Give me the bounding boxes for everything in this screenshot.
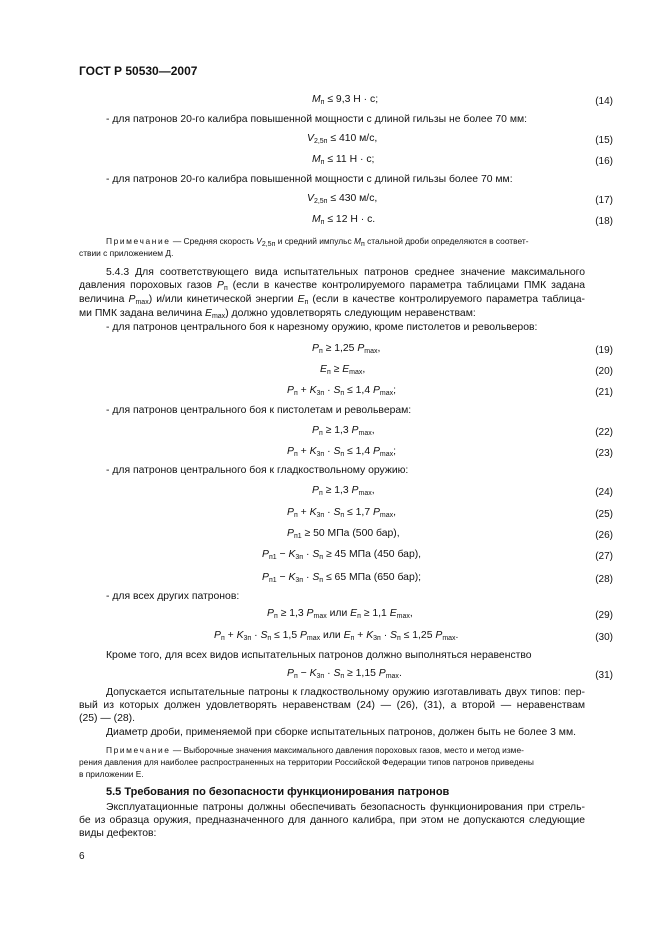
equation-number: (18): [595, 216, 613, 227]
equation-number: (25): [595, 509, 613, 520]
equation-22: $P_п \ge 1,3$ $P_{max}$,: [312, 425, 375, 437]
equation-number: (30): [595, 632, 613, 643]
equation-15: $V_{2,5п} \le 410$ м/с,: [307, 133, 378, 145]
equation-number: (19): [595, 345, 613, 356]
document-header: ГОСТ Р 50530—2007: [79, 64, 198, 78]
equation-number: (28): [595, 574, 613, 585]
list-item: - для всех других патронов:: [106, 591, 240, 602]
note-line: в приложении Е.: [79, 769, 144, 779]
equation-number: (14): [595, 96, 613, 107]
equation-25: $P_п + K_{3п} \cdot S_п \le 1,7$ $P_{max}$,: [287, 507, 397, 519]
equation-number: (23): [595, 448, 613, 459]
paragraph-line: бе из образца оружия, предназначенного для данного калибра, при этом не допускаются следующие: [79, 815, 585, 826]
list-item: - для патронов центрального боя к гладкоствольному оружию:: [106, 465, 409, 476]
equation-31: $P_п - K_{3п} \cdot S_п \ge 1,15$ $P_{max}$.: [287, 668, 402, 680]
paragraph-line: вый из которых должен удовлетворять неравенствам (24) — (26), (31), а второй — неравенствам: [79, 700, 585, 711]
equation-26: $P_{п1} \ge 50$ МПа (500 бар),: [287, 528, 400, 540]
paragraph-line: Эксплуатационные патроны должны обеспечивать безопасность функционирования при стрель-: [106, 802, 585, 813]
list-item: - для патронов центрального боя к пистолетам и револьверам:: [106, 405, 412, 416]
equation-23: $P_п + K_{3п} \cdot S_п \le 1,4$ $P_{max}$;: [287, 446, 397, 458]
equation-number: (15): [595, 135, 613, 146]
note-line: [106, 745, 585, 756]
note-text: — Средняя скорость $V_{2,5п}$ и средний импульс $M_п$ стальной дроби определяются в соответ-: [172, 236, 529, 248]
equation-number: (17): [595, 195, 613, 206]
paragraph-line: давления пороховых газов $P_п$ (если в качестве контролируемого параметра таблицами ПМК задана: [79, 280, 585, 292]
paragraph-line: величина $P_{max}$) и/или кинетической энергии $E_п$ (если в качестве контролируемого параметра таблица-: [79, 294, 586, 306]
paragraph-line: 5.4.3 Для соответствующего вида испытательных патронов среднее значение максимального: [106, 267, 585, 278]
paragraph-line: виды дефектов:: [79, 828, 157, 839]
equation-number: (31): [595, 670, 613, 681]
equation-20: $E_п \ge E_{max}$,: [320, 364, 366, 376]
paragraph-line: Допускается испытательные патроны к гладкоствольному оружию изготавливать двух типов: пер-: [106, 687, 585, 698]
note-line: ствии с приложением Д.: [79, 248, 174, 258]
equation-number: (20): [595, 366, 613, 377]
equation-number: (26): [595, 530, 613, 541]
equation-24: $P_п \ge 1,3$ $P_{max}$,: [312, 485, 375, 497]
paragraph-line: Диаметр дроби, применяемой при сборке испытательных патронов, должен быть не более 3 мм.: [106, 727, 576, 738]
note-line: рения давления для наиболее распространенных на территории Российской Федерации типов патронов приведены: [79, 757, 534, 767]
equation-number: (21): [595, 387, 613, 398]
paragraph-line: (25) — (28).: [79, 713, 136, 724]
equation-16: $M_п \le 11$ Н · с;: [312, 154, 375, 166]
note-label: Примечание: [106, 236, 171, 246]
equation-number: (29): [595, 610, 613, 621]
equation-30: $P_п + K_{3п} \cdot S_п \le 1,5$ $P_{max}$ или $E_п + K_{3п} \cdot S_п \le 1,25$ $P_{max}$.: [214, 630, 459, 642]
equation-29: $P_п \ge 1,3$ $P_{max}$ или $E_п \ge 1,1$ $E_{max}$,: [267, 608, 413, 620]
list-item: - для патронов 20-го калибра повышенной мощности с длиной гильзы более 70 мм:: [106, 174, 513, 185]
equation-19: $P_п \ge 1,25$ $P_{max}$,: [312, 343, 381, 355]
note-label: Примечание: [106, 745, 171, 755]
paragraph-line: ми ПМК задана величина $E_{max}$) должно удовлетворять следующим неравенствам:: [79, 308, 476, 320]
equation-27: $P_{п1} - K_{3п} \cdot S_п \ge 45$ МПа (450 бар),: [262, 549, 422, 561]
page-number: 6: [79, 851, 85, 862]
equation-14: $M_п \le 9,3$ Н · с;: [312, 94, 379, 106]
paragraph-line: Кроме того, для всех видов испытательных патронов должно выполняться неравенство: [106, 650, 532, 661]
list-item: - для патронов 20-го калибра повышенной мощности с длиной гильзы не более 70 мм:: [106, 114, 527, 125]
equation-18: $M_п \le 12$ Н · с.: [312, 214, 376, 226]
equation-28: $P_{п1} - K_{3п} \cdot S_п \le 65$ МПа (650 бар);: [262, 572, 422, 584]
equation-21: $P_п + K_{3п} \cdot S_п \le 1,4$ $P_{max}$;: [287, 385, 397, 397]
equation-number: (16): [595, 156, 613, 167]
note-text: — Выборочные значения максимального давления пороховых газов, место и метод изме-: [172, 745, 524, 755]
section-heading: 5.5 Требования по безопасности функционирования патронов: [106, 786, 450, 798]
equation-number: (24): [595, 487, 613, 498]
equation-number: (27): [595, 551, 613, 562]
equation-17: $V_{2,5п} \le 430$ м/с,: [307, 193, 378, 205]
list-item: - для патронов центрального боя к нарезному оружию, кроме пистолетов и револьверов:: [106, 322, 538, 333]
equation-number: (22): [595, 427, 613, 438]
note-line: [106, 236, 529, 247]
